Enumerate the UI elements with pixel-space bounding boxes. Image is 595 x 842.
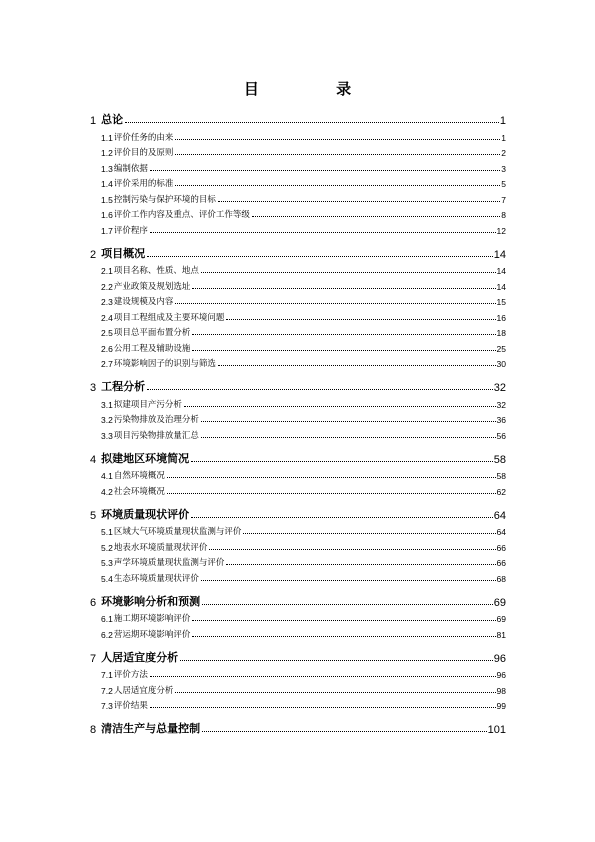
- table-of-contents: [90, 108, 506, 736]
- dot-leader: [201, 580, 496, 581]
- toc-section-entry[interactable]: [101, 205, 506, 221]
- dot-leader: [192, 620, 495, 621]
- toc-entry-page: 36: [496, 415, 506, 425]
- toc-entry-title: 编制依据: [113, 163, 148, 174]
- toc-entry-number: 5.3: [101, 558, 113, 568]
- toc-entry-page: 62: [496, 486, 506, 497]
- toc-entry-title: 生态环境质量现状评价: [113, 573, 199, 584]
- dot-leader: [147, 256, 493, 257]
- toc-entry-title: 项目名称、性质、地点: [113, 266, 199, 276]
- toc-entry-page: 32: [496, 399, 506, 410]
- toc-section-entry[interactable]: [101, 338, 506, 354]
- toc-entry-number: 5.4: [101, 573, 113, 584]
- toc-section-entry[interactable]: [101, 189, 506, 205]
- toc-entry-title: 环境影响分析和预测: [101, 594, 201, 608]
- toc-entry-title: 施工期环境影响评价: [113, 614, 191, 624]
- dot-leader: [150, 232, 496, 233]
- toc-section-entry[interactable]: [101, 609, 506, 625]
- toc-section-entry[interactable]: [101, 665, 506, 681]
- toc-entry-page: 2: [501, 148, 506, 158]
- toc-entry-page: 64: [493, 509, 506, 522]
- toc-entry-number: 1: [90, 115, 97, 127]
- toc-chapter-entry[interactable]: [90, 590, 506, 609]
- toc-entry-number: 4.1: [101, 471, 113, 481]
- toc-entry-title: 人居适宜度分析: [101, 650, 179, 664]
- toc-entry-title: 环境影响因子的识别与筛选: [113, 359, 216, 369]
- toc-section-entry[interactable]: [101, 481, 506, 497]
- toc-section-entry[interactable]: [101, 158, 506, 174]
- toc-section-entry[interactable]: [101, 354, 506, 370]
- toc-entry-title: 评价程序: [113, 225, 148, 236]
- dot-leader: [202, 604, 493, 605]
- toc-entry-number: 2.5: [101, 328, 113, 338]
- toc-entry-number: 1.4: [101, 179, 113, 189]
- toc-entry-page: 99: [496, 701, 506, 711]
- dot-leader: [218, 365, 496, 366]
- page-title: 目 录: [243, 80, 388, 98]
- toc-entry-number: 3.2: [101, 415, 113, 425]
- dot-leader: [192, 288, 495, 289]
- toc-entry-title: 公用工程及辅助设施: [113, 343, 191, 354]
- toc-entry-number: 3.1: [101, 399, 113, 410]
- dot-leader: [184, 406, 496, 407]
- toc-section-entry[interactable]: [101, 276, 506, 292]
- dot-leader: [192, 334, 495, 335]
- toc-section-entry[interactable]: [101, 261, 506, 277]
- toc-entry-number: 2: [90, 248, 97, 261]
- toc-entry-page: 14: [493, 248, 506, 261]
- toc-entry-title: 总论: [101, 113, 124, 126]
- toc-entry-title: 工程分析: [101, 380, 146, 393]
- toc-entry-number: 7.1: [101, 670, 113, 680]
- toc-section-entry[interactable]: [101, 466, 506, 482]
- toc-entry-title: 社会环境概况: [113, 486, 165, 497]
- dot-leader: [191, 461, 493, 462]
- toc-section-entry[interactable]: [101, 127, 506, 143]
- toc-section-entry[interactable]: [101, 174, 506, 190]
- toc-entry-page: 64: [496, 527, 506, 537]
- toc-entry-number: 2.7: [101, 359, 113, 369]
- toc-entry-title: 污染物排放及治理分析: [113, 415, 199, 425]
- toc-entry-page: 101: [487, 724, 506, 736]
- toc-entry-number: 4.2: [101, 486, 113, 497]
- toc-entry-number: 1.5: [101, 194, 113, 205]
- dot-leader: [180, 660, 493, 661]
- toc-entry-title: 评价目的及原则: [113, 148, 174, 158]
- toc-entry-page: 69: [493, 596, 506, 609]
- toc-entry-number: 4: [90, 453, 97, 466]
- toc-entry-title: 评价方法: [113, 670, 148, 680]
- toc-section-entry[interactable]: [101, 680, 506, 696]
- toc-section-entry[interactable]: [101, 568, 506, 584]
- toc-section-entry[interactable]: [101, 143, 506, 159]
- toc-entry-title: 项目工程组成及主要环境问题: [113, 312, 225, 323]
- toc-section-entry[interactable]: [101, 307, 506, 323]
- toc-entry-page: 32: [493, 382, 506, 394]
- toc-entry-page: 15: [496, 297, 506, 307]
- dot-leader: [150, 676, 496, 677]
- toc-entry-page: 8: [501, 210, 506, 220]
- toc-entry-title: 声学环境质量现状监测与评价: [113, 558, 225, 568]
- toc-entry-number: 6.1: [101, 614, 113, 624]
- toc-section-entry[interactable]: [101, 292, 506, 308]
- toc-chapter-entry[interactable]: [90, 717, 506, 736]
- toc-entry-title: 产业政策及规划选址: [113, 281, 191, 292]
- toc-entry-title: 项目污染物排放量汇总: [113, 430, 199, 441]
- toc-entry-number: 2.1: [101, 266, 113, 276]
- toc-entry-number: 2.3: [101, 297, 113, 307]
- toc-entry-page: 69: [496, 614, 506, 624]
- toc-chapter-entry[interactable]: [90, 447, 506, 466]
- toc-entry-number: 5.2: [101, 542, 113, 553]
- toc-section-entry[interactable]: [101, 394, 506, 410]
- toc-entry-page: 18: [496, 328, 506, 338]
- toc-entry-number: 1.3: [101, 163, 113, 174]
- toc-entry-number: 6: [90, 596, 97, 609]
- toc-entry-title: 评价结果: [113, 701, 148, 711]
- toc-entry-page: 98: [496, 685, 506, 696]
- toc-entry-page: 1: [499, 115, 506, 127]
- toc-entry-title: 拟建项目产污分析: [113, 399, 182, 410]
- toc-entry-title: 区域大气环境质量现状监测与评价: [113, 527, 242, 537]
- toc-entry-page: 68: [496, 573, 506, 584]
- toc-chapter-entry[interactable]: [90, 242, 506, 261]
- toc-entry-title: 评价任务的由来: [113, 132, 174, 143]
- dot-leader: [201, 272, 496, 273]
- dot-leader: [201, 437, 496, 438]
- dot-leader: [252, 216, 500, 217]
- toc-entry-title: 控制污染与保护环境的目标: [113, 194, 216, 205]
- toc-entry-page: 66: [496, 542, 506, 553]
- toc-entry-number: 7.2: [101, 685, 113, 696]
- toc-entry-number: 2.2: [101, 281, 113, 292]
- dot-leader: [150, 170, 500, 171]
- dot-leader: [226, 564, 495, 565]
- toc-section-entry[interactable]: [101, 220, 506, 236]
- dot-leader: [175, 139, 500, 140]
- toc-entry-page: 3: [501, 163, 506, 174]
- dot-leader: [192, 636, 495, 637]
- toc-entry-title: 地表水环境质量现状评价: [113, 542, 208, 553]
- toc-entry-title: 清洁生产与总量控制: [101, 722, 201, 735]
- toc-entry-number: 6.2: [101, 629, 113, 640]
- dot-leader: [175, 185, 500, 186]
- toc-section-entry[interactable]: [101, 410, 506, 426]
- toc-entry-number: 7.3: [101, 701, 113, 711]
- toc-section-entry[interactable]: [101, 696, 506, 712]
- dot-leader: [167, 477, 496, 478]
- dot-leader: [175, 303, 495, 304]
- toc-entry-number: 2.4: [101, 312, 113, 323]
- toc-entry-page: 14: [496, 281, 506, 292]
- toc-entry-page: 58: [496, 471, 506, 481]
- toc-entry-number: 2.6: [101, 343, 113, 354]
- toc-section-entry[interactable]: [101, 425, 506, 441]
- dot-leader: [147, 389, 493, 390]
- toc-entry-title: 营运期环境影响评价: [113, 629, 191, 640]
- toc-section-entry[interactable]: [101, 553, 506, 569]
- dot-leader: [209, 549, 495, 550]
- dot-leader: [125, 122, 499, 123]
- toc-section-entry[interactable]: [101, 624, 506, 640]
- toc-chapter-entry[interactable]: [90, 503, 506, 522]
- toc-entry-page: 96: [493, 652, 506, 665]
- dot-leader: [201, 421, 496, 422]
- dot-leader: [192, 350, 495, 351]
- toc-chapter-entry[interactable]: [90, 375, 506, 394]
- toc-entry-number: 5.1: [101, 527, 113, 537]
- dot-leader: [150, 707, 496, 708]
- dot-leader: [175, 154, 500, 155]
- toc-entry-number: 7: [90, 652, 97, 665]
- toc-entry-page: 12: [496, 225, 506, 236]
- toc-entry-number: 3.3: [101, 430, 113, 441]
- dot-leader: [175, 692, 495, 693]
- toc-section-entry[interactable]: [101, 323, 506, 339]
- toc-entry-number: 1.1: [101, 132, 113, 143]
- toc-entry-title: 自然环境概况: [113, 471, 165, 481]
- toc-entry-title: 建设规模及内容: [113, 297, 174, 307]
- toc-entry-title: 评价工作内容及重点、评价工作等级: [113, 210, 250, 220]
- toc-entry-page: 58: [493, 453, 506, 466]
- toc-entry-page: 1: [501, 132, 506, 143]
- toc-entry-title: 项目概况: [101, 246, 146, 260]
- toc-entry-number: 1.2: [101, 148, 113, 158]
- toc-entry-page: 16: [496, 312, 506, 323]
- toc-entry-title: 环境质量现状评价: [101, 507, 190, 521]
- toc-entry-page: 81: [496, 629, 506, 640]
- dot-leader: [202, 731, 487, 732]
- toc-entry-number: 1.6: [101, 210, 113, 220]
- toc-entry-page: 96: [496, 670, 506, 680]
- toc-entry-number: 3: [90, 382, 97, 394]
- toc-entry-title: 项目总平面布置分析: [113, 328, 191, 338]
- toc-entry-title: 评价采用的标准: [113, 179, 174, 189]
- toc-entry-page: 66: [496, 558, 506, 568]
- toc-section-entry[interactable]: [101, 522, 506, 538]
- toc-entry-page: 30: [496, 359, 506, 369]
- toc-entry-page: 14: [496, 266, 506, 276]
- dot-leader: [226, 319, 495, 320]
- dot-leader: [243, 533, 495, 534]
- toc-entry-page: 5: [501, 179, 506, 189]
- toc-entry-page: 25: [496, 343, 506, 354]
- toc-entry-number: 1.7: [101, 225, 113, 236]
- dot-leader: [167, 493, 496, 494]
- toc-entry-number: 5: [90, 509, 97, 522]
- toc-entry-title: 人居适宜度分析: [113, 685, 174, 696]
- toc-entry-page: 7: [501, 194, 506, 205]
- toc-entry-page: 56: [496, 430, 506, 441]
- toc-entry-number: 8: [90, 724, 97, 736]
- toc-chapter-entry[interactable]: [90, 646, 506, 665]
- dot-leader: [191, 517, 493, 518]
- dot-leader: [218, 201, 500, 202]
- toc-chapter-entry[interactable]: [90, 108, 506, 127]
- toc-entry-title: 拟建地区环境简况: [101, 451, 190, 465]
- toc-section-entry[interactable]: [101, 537, 506, 553]
